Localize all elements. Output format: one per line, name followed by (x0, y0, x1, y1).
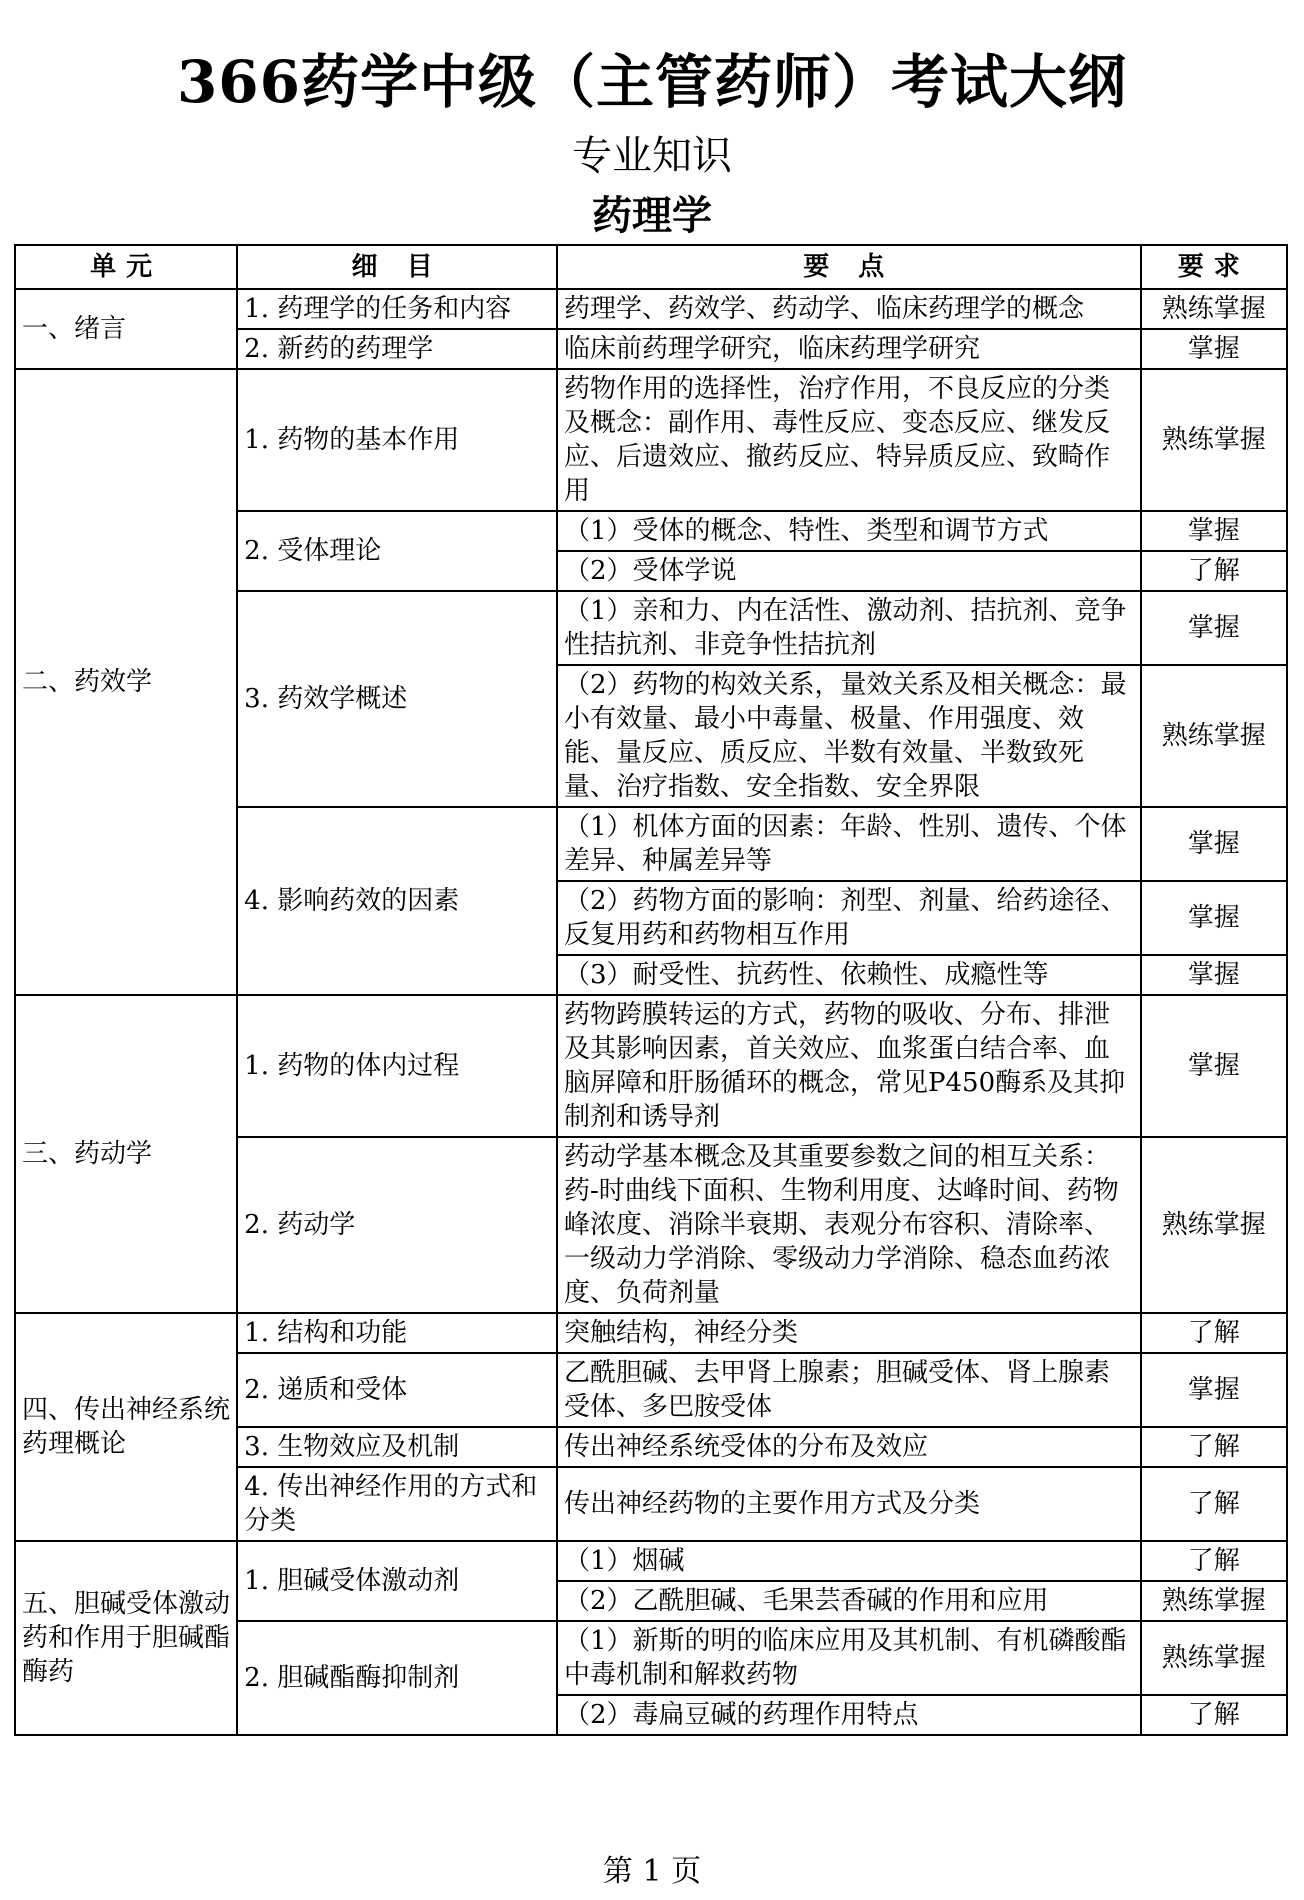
point-cell: 药物跨膜转运的方式，药物的吸收、分布、排泄及其影响因素，首关效应、血浆蛋白结合率、血脑屏障和肝肠循环的概念，常见P450酶系及其抑制剂和诱导剂 (557, 995, 1141, 1137)
requirement-cell: 熟练掌握 (1141, 665, 1288, 807)
syllabus-body (15, 289, 1287, 1735)
unit-cell: 五、胆碱受体激动药和作用于胆碱酯酶药 (15, 1541, 237, 1735)
point-cell: （1）新斯的明的临床应用及其机制、有机磷酸酯中毒机制和解救药物 (557, 1621, 1141, 1695)
header-point: 要 点 (557, 245, 1141, 289)
item-cell: 1. 胆碱受体激动剂 (237, 1541, 557, 1621)
item-cell: 2. 药动学 (237, 1137, 557, 1313)
table-row (15, 995, 1287, 1137)
item-cell: 1. 药物的基本作用 (237, 369, 557, 511)
point-cell: 传出神经药物的主要作用方式及分类 (557, 1467, 1141, 1541)
requirement-cell: 掌握 (1141, 329, 1288, 369)
item-cell: 4. 影响药效的因素 (237, 807, 557, 995)
requirement-cell: 熟练掌握 (1141, 1137, 1288, 1313)
table-row (15, 1313, 1287, 1353)
unit-cell: 一、绪言 (15, 289, 237, 369)
table-row (15, 369, 1287, 511)
item-cell: 1. 结构和功能 (237, 1313, 557, 1353)
requirement-cell: 了解 (1141, 1427, 1288, 1467)
point-cell: （1）亲和力、内在活性、激动剂、拮抗剂、竞争性拮抗剂、非竞争性拮抗剂 (557, 591, 1141, 665)
item-cell: 2. 胆碱酯酶抑制剂 (237, 1621, 557, 1735)
item-cell: 4. 传出神经作用的方式和分类 (237, 1467, 557, 1541)
requirement-cell: 掌握 (1141, 591, 1288, 665)
requirement-cell: 掌握 (1141, 1353, 1288, 1427)
requirement-cell: 掌握 (1141, 511, 1288, 551)
unit-cell: 三、药动学 (15, 995, 237, 1313)
table-header-row (15, 245, 1287, 289)
point-cell: （2）乙酰胆碱、毛果芸香碱的作用和应用 (557, 1581, 1141, 1621)
requirement-cell: 了解 (1141, 551, 1288, 591)
item-cell: 2. 受体理论 (237, 511, 557, 591)
point-cell: （2）毒扁豆碱的药理作用特点 (557, 1695, 1141, 1735)
requirement-cell: 了解 (1141, 1467, 1288, 1541)
requirement-cell: 熟练掌握 (1141, 1621, 1288, 1695)
unit-cell: 四、传出神经系统药理概论 (15, 1313, 237, 1541)
point-cell: 乙酰胆碱、去甲肾上腺素；胆碱受体、肾上腺素受体、多巴胺受体 (557, 1353, 1141, 1427)
requirement-cell: 熟练掌握 (1141, 369, 1288, 511)
point-cell: 传出神经系统受体的分布及效应 (557, 1427, 1141, 1467)
item-cell: 3. 生物效应及机制 (237, 1427, 557, 1467)
point-cell: 药物作用的选择性，治疗作用，不良反应的分类及概念：副作用、毒性反应、变态反应、继发反应、后遗效应、撤药反应、特异质反应、致畸作用 (557, 369, 1141, 511)
point-cell: （2）受体学说 (557, 551, 1141, 591)
point-cell: （3）耐受性、抗药性、依赖性、成瘾性等 (557, 955, 1141, 995)
point-cell: 药动学基本概念及其重要参数之间的相互关系：药-时曲线下面积、生物利用度、达峰时间、药物峰浓度、消除半衰期、表观分布容积、清除率、一级动力学消除、零级动力学消除、稳态血药浓度、负荷剂量 (557, 1137, 1141, 1313)
item-cell: 2. 递质和受体 (237, 1353, 557, 1427)
item-cell: 2. 新药的药理学 (237, 329, 557, 369)
requirement-cell: 掌握 (1141, 807, 1288, 881)
header-requirement: 要求 (1141, 245, 1288, 289)
point-cell: 药理学、药效学、药动学、临床药理学的概念 (557, 289, 1141, 329)
page-title: 366药学中级（主管药师）考试大纲 (176, 48, 1128, 116)
requirement-cell: 掌握 (1141, 995, 1288, 1137)
item-cell: 3. 药效学概述 (237, 591, 557, 807)
page-subtitle: 专业知识 (572, 133, 732, 179)
item-cell: 1. 药物的体内过程 (237, 995, 557, 1137)
point-cell: （2）药物的构效关系，量效关系及相关概念：最小有效量、最小中毒量、极量、作用强度、效能、量反应、质反应、半数有效量、半数致死量、治疗指数、安全指数、安全界限 (557, 665, 1141, 807)
table-row (15, 289, 1287, 329)
point-cell: 临床前药理学研究，临床药理学研究 (557, 329, 1141, 369)
requirement-cell: 熟练掌握 (1141, 289, 1288, 329)
header-item: 细 目 (237, 245, 557, 289)
section-title: 药理学 (592, 192, 712, 239)
requirement-cell: 掌握 (1141, 881, 1288, 955)
syllabus-table (14, 244, 1288, 1736)
requirement-cell: 熟练掌握 (1141, 1581, 1288, 1621)
point-cell: 突触结构，神经分类 (557, 1313, 1141, 1353)
item-cell: 1. 药理学的任务和内容 (237, 289, 557, 329)
table-row (15, 1541, 1287, 1581)
point-cell: （2）药物方面的影响：剂型、剂量、给药途径、反复用药和药物相互作用 (557, 881, 1141, 955)
page-number: 第 1 页 (602, 1854, 702, 1889)
point-cell: （1）受体的概念、特性、类型和调节方式 (557, 511, 1141, 551)
requirement-cell: 了解 (1141, 1695, 1288, 1735)
unit-cell: 二、药效学 (15, 369, 237, 995)
header-unit: 单元 (15, 245, 237, 289)
point-cell: （1）烟碱 (557, 1541, 1141, 1581)
requirement-cell: 了解 (1141, 1313, 1288, 1353)
requirement-cell: 掌握 (1141, 955, 1288, 995)
requirement-cell: 了解 (1141, 1541, 1288, 1581)
point-cell: （1）机体方面的因素：年龄、性别、遗传、个体差异、种属差异等 (557, 807, 1141, 881)
